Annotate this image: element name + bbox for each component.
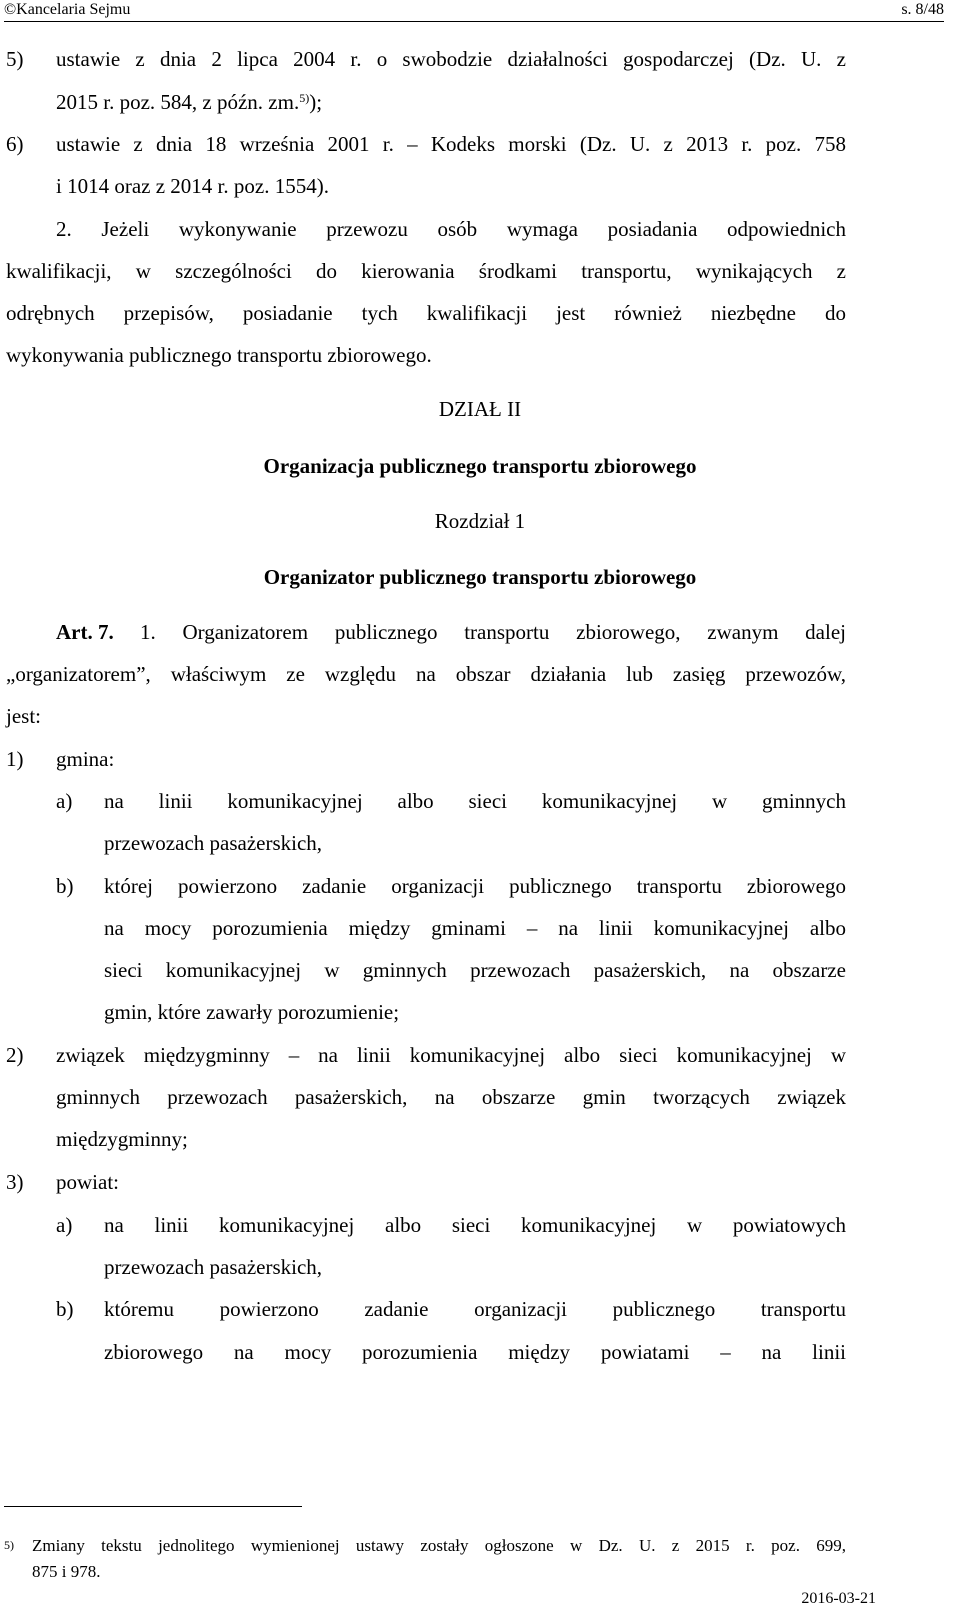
letter-text-line: której powierzono zadanie organizacji publicznego transportu zbiorowego bbox=[104, 874, 846, 898]
header-rule bbox=[4, 21, 944, 22]
header-page-number: s. 8/48 bbox=[901, 1, 944, 18]
point-number: 1) bbox=[6, 747, 24, 771]
item-number: 6) bbox=[6, 132, 24, 156]
letter-text-line: przewozach pasażerskich, bbox=[104, 831, 323, 855]
letter-text-line: na linii komunikacyjnej albo sieci komunikacyjnej w gminnych bbox=[104, 789, 846, 813]
letter-text-line: na linii komunikacyjnej albo sieci komunikacyjnej w powiatowych bbox=[104, 1213, 846, 1237]
footnote-rule bbox=[4, 1506, 302, 1507]
paragraph-line: 2. Jeżeli wykonywanie przewozu osób wymaga posiadania odpowiednich bbox=[56, 217, 846, 241]
letter-text-line: zbiorowego na mocy porozumienia między powiatami – na linii bbox=[104, 1340, 846, 1364]
point-number: 3) bbox=[6, 1170, 24, 1194]
letter-text-line: na mocy porozumienia między gminami – na linii komunikacyjnej albo bbox=[104, 916, 846, 940]
letter-text-line: sieci komunikacyjnej w gminnych przewozach pasażerskich, na obszarze bbox=[104, 958, 846, 982]
header-source: ©Kancelaria Sejmu bbox=[4, 1, 131, 18]
chapter-heading: Rozdział 1 bbox=[434, 509, 526, 533]
item-text: 2015 r. poz. 584, z późn. zm. bbox=[56, 90, 300, 114]
article-text-line: jest: bbox=[6, 704, 41, 728]
point-text-line: związek międzygminny – na linii komunikacyjnej albo sieci komunikacyjnej w bbox=[56, 1043, 846, 1067]
paragraph-line: wykonywania publicznego transportu zbiorowego. bbox=[6, 343, 432, 367]
footnote-text-line: Zmiany tekstu jednolitego wymienionej ustawy zostały ogłoszone w Dz. U. z 2015 r. poz. 699, bbox=[32, 1536, 846, 1555]
division-title: Organizacja publicznego transportu zbiorowego bbox=[263, 454, 697, 478]
item-text-line: ustawie z dnia 18 września 2001 r. – Kodeks morski (Dz. U. z 2013 r. poz. 758 bbox=[56, 132, 846, 156]
article-text-line: 1. Organizatorem publicznego transportu zbiorowego, zwanym dalej bbox=[140, 620, 846, 644]
point-text: gmina: bbox=[56, 747, 115, 771]
item-text-line bbox=[56, 88, 322, 116]
paragraph-line: kwalifikacji, w szczególności do kierowania środkami transportu, wynikających z bbox=[6, 259, 846, 283]
letter-marker: b) bbox=[56, 1297, 74, 1321]
division-heading: DZIAŁ II bbox=[438, 397, 522, 421]
letter-marker: a) bbox=[56, 789, 73, 813]
footer-date: 2016-03-21 bbox=[801, 1590, 876, 1607]
article-label: Art. 7. bbox=[56, 620, 114, 644]
item-text-line: ustawie z dnia 2 lipca 2004 r. o swobodzie działalności gospodarczej (Dz. U. z bbox=[56, 47, 846, 71]
point-text: powiat: bbox=[56, 1170, 119, 1194]
point-text-line: międzygminny; bbox=[56, 1127, 188, 1151]
footnote-text-line: 875 i 978. bbox=[32, 1562, 101, 1581]
letter-text-line: gmin, które zawarły porozumienie; bbox=[104, 1000, 400, 1024]
paragraph-line: odrębnych przepisów, posiadanie tych kwalifikacji jest również niezbędne do bbox=[6, 301, 846, 325]
footnote-reference: 5) bbox=[299, 91, 310, 105]
letter-text-line: któremu powierzono zadanie organizacji publicznego transportu bbox=[104, 1297, 846, 1321]
footnote-mark: 5) bbox=[4, 1538, 14, 1552]
item-number: 5) bbox=[6, 47, 24, 71]
letter-marker: b) bbox=[56, 874, 74, 898]
letter-marker: a) bbox=[56, 1213, 73, 1237]
item-text-line: i 1014 oraz z 2014 r. poz. 1554). bbox=[56, 174, 329, 198]
point-number: 2) bbox=[6, 1043, 24, 1067]
letter-text-line: przewozach pasażerskich, bbox=[104, 1255, 323, 1279]
chapter-title: Organizator publicznego transportu zbiorowego bbox=[263, 565, 697, 589]
article-text-line: „organizatorem”, właściwym ze względu na obszar działania lub zasięg przewozów, bbox=[6, 662, 846, 686]
point-text-line: gminnych przewozach pasażerskich, na obszarze gmin tworzących związek bbox=[56, 1085, 846, 1109]
item-text: ); bbox=[309, 90, 323, 114]
